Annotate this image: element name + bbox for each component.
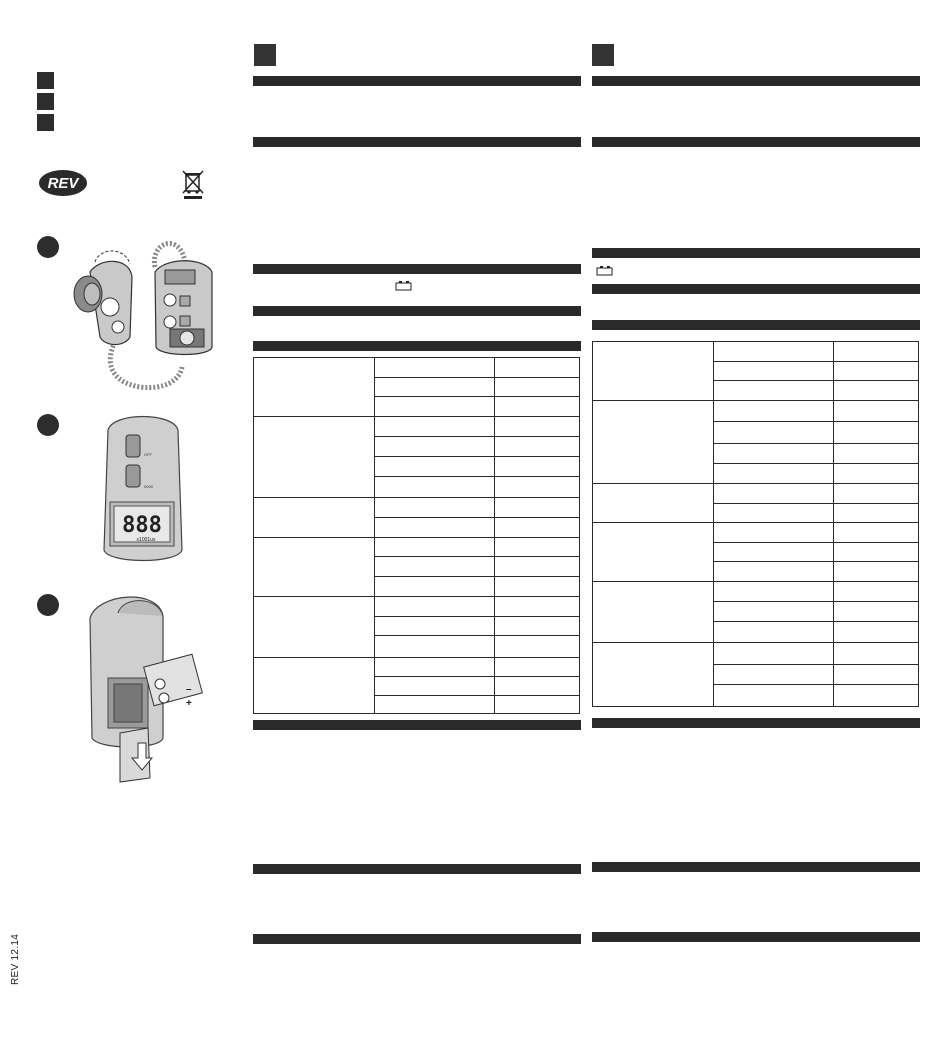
- section-bar: [592, 718, 920, 728]
- lang-square-right: [592, 44, 614, 66]
- section-bar: [253, 137, 581, 147]
- section-bar: [253, 76, 581, 86]
- svg-text:–: –: [186, 684, 192, 695]
- section-bar: [592, 137, 920, 147]
- section-bar: [253, 341, 581, 351]
- battery-icon: [395, 281, 413, 291]
- rev-logo-text: REV: [47, 175, 79, 192]
- figure-2-illustration: [98, 410, 188, 570]
- figure-3-illustration: [78, 588, 218, 783]
- svg-text:0000: 0000: [144, 484, 153, 489]
- section-bar: [253, 264, 581, 274]
- crossed-out-wheelie-bin-icon: [182, 170, 204, 200]
- section-bar: [592, 76, 920, 86]
- lang-square-1: [37, 72, 54, 89]
- spec-table-right: [592, 341, 919, 707]
- section-bar: [253, 720, 581, 730]
- lang-square-3: [37, 114, 54, 131]
- section-bar: [253, 306, 581, 316]
- version-code: REV 12.14: [10, 933, 21, 985]
- figure-3-badge: [37, 594, 59, 616]
- lang-square-middle: [254, 44, 276, 66]
- section-bar: [253, 934, 581, 944]
- figure-1-badge: [37, 236, 59, 258]
- figure-1-illustration: [70, 232, 220, 397]
- section-bar: [253, 864, 581, 874]
- svg-text:+: +: [186, 698, 192, 709]
- section-bar: [592, 932, 920, 942]
- lcd-digits: 888: [122, 513, 162, 538]
- lcd-unit: x1001ux: [136, 537, 156, 543]
- svg-text:OFF: OFF: [144, 452, 152, 457]
- battery-icon: [596, 266, 614, 276]
- figure-2-badge: [37, 414, 59, 436]
- rev-logo: [38, 168, 88, 198]
- section-bar: [592, 284, 920, 294]
- section-bar: [592, 248, 920, 258]
- section-bar: [592, 320, 920, 330]
- section-bar: [592, 862, 920, 872]
- spec-table-middle: [253, 357, 580, 714]
- lang-square-2: [37, 93, 54, 110]
